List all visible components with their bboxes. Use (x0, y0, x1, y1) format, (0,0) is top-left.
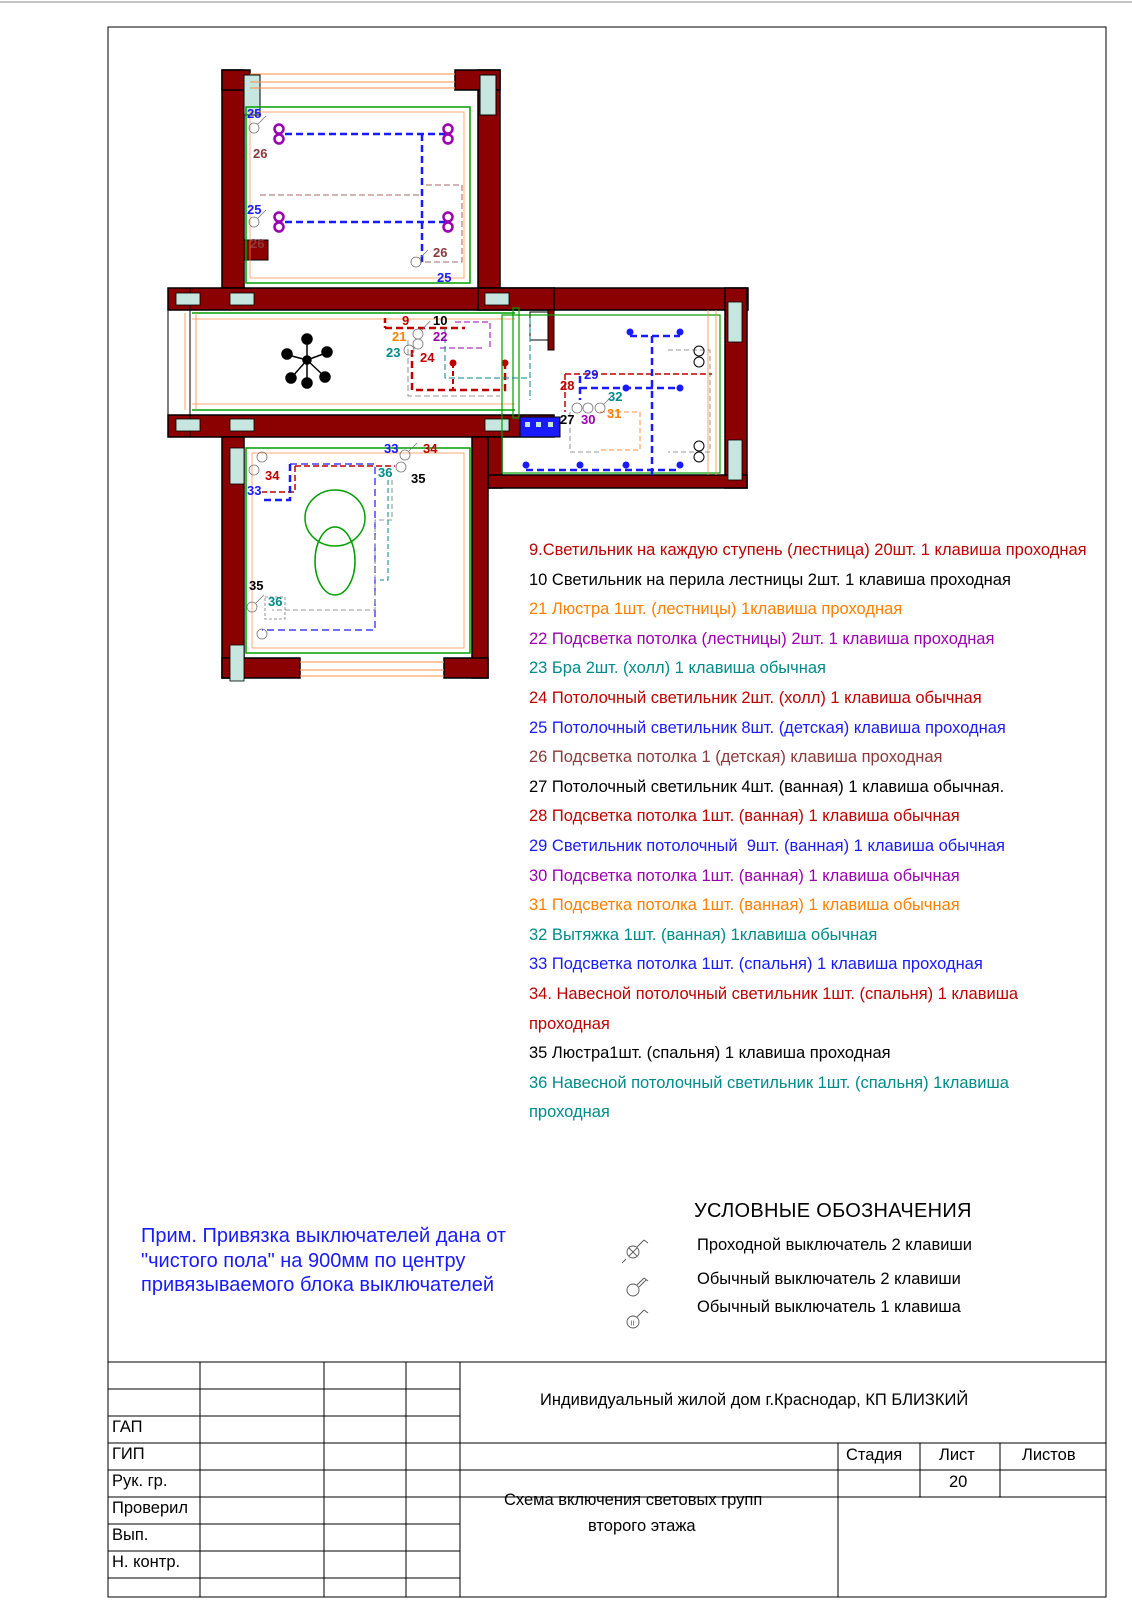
plan-number-label: 25 (437, 270, 452, 285)
role-checked: Проверил (112, 1499, 188, 1517)
plan-number-label: 36 (268, 594, 283, 609)
plan-number-label: 30 (581, 412, 596, 427)
switch-mounting-note: Прим. Привязка выключателей дана от "чистого пола" на 900мм по центру привязываемого блока выключателей (141, 1225, 507, 1296)
legend-item: 32 Вытяжка 1шт. (ванная) 1клавиша обычная (529, 925, 878, 944)
plan-number-label: 25 (247, 106, 262, 121)
role-gip: ГИП (112, 1445, 145, 1463)
plan-number-label: 26 (253, 146, 268, 161)
svg-text:II: II (630, 1320, 635, 1328)
plan-number-label: 34 (265, 468, 280, 483)
drawing-title-line1: Схема включения световых групп (504, 1491, 763, 1509)
plan-number-label: 31 (607, 406, 622, 421)
sheet-number: 20 (949, 1473, 968, 1491)
legend-item: 25 Потолочный светильник 8шт. (детская) клавиша проходная (529, 718, 1006, 737)
legend-item: 35 Люстра1шт. (спальня) 1 клавиша проходная (529, 1044, 891, 1063)
plan-number-label: 35 (249, 578, 264, 593)
project-title: Индивидуальный жилой дом г.Краснодар, КП БЛИЗКИЙ (540, 1391, 969, 1409)
legend-item: 29 Светильник потолочный 9шт. (ванная) 1 клавиша обычная (529, 836, 1005, 855)
stage-header: Стадия (846, 1446, 903, 1464)
plan-number-label: 25 (247, 202, 262, 217)
role-norm-control: Н. контр. (112, 1553, 181, 1571)
plan-number-label: 32 (608, 389, 623, 404)
plan-number-label: 10 (433, 313, 448, 328)
legend-item: 21 Люстра 1шт. (лестницы) 1клавиша проходная (529, 600, 903, 619)
role-group-lead: Рук. гр. (112, 1472, 168, 1490)
legend-item: 34. Навесной потолочный светильник 1шт. (спальня) 1 клавиша проходная (529, 984, 1023, 1033)
plan-number-label: 34 (423, 441, 438, 456)
switch-symbols (622, 1238, 662, 1333)
chandelier-symbol (282, 334, 332, 388)
legend-item: 33 Подсветка потолка 1шт. (спальня) 1 клавиша проходная (529, 955, 983, 974)
plan-number-label: 9 (402, 313, 410, 328)
legend-item: 24 Потолочный светильник 2шт. (холл) 1 клавиша обычная (529, 688, 982, 707)
plan-number-label: 35 (411, 471, 426, 486)
legend-item: 31 Подсветка потолка 1шт. (ванная) 1 клавиша обычная (529, 896, 960, 915)
plan-number-label: 36 (378, 465, 393, 480)
double-switch-icon (627, 1284, 639, 1296)
legend-item: 30 Подсветка потолка 1шт. (ванная) 1 клавиша обычная (529, 866, 960, 885)
plan-number-label: 22 (433, 329, 448, 344)
conventions-item-single-switch: Обычный выключатель 1 клавиша (697, 1298, 961, 1316)
legend-item: 27 Потолочный светильник 4шт. (ванная) 1 клавиша обычная. (529, 777, 1005, 796)
role-gap: ГАП (112, 1418, 143, 1436)
drawing-title-line2: второго этажа (588, 1517, 696, 1535)
conventions-item-pass-switch: Проходной выключатель 2 клавиши (697, 1236, 972, 1254)
legend-item: 23 Бра 2шт. (холл) 1 клавиша обычная (529, 659, 826, 678)
legend-list (529, 536, 1089, 1128)
plan-number-label: 26 (250, 236, 265, 251)
plan-number-label: 26 (433, 245, 448, 260)
legend-item: 22 Подсветка потолка (лестницы) 2шт. 1 клавиша проходная (529, 629, 995, 648)
legend-item: 26 Подсветка потолка 1 (детская) клавиша проходная (529, 748, 943, 767)
plan-number-label: 29 (584, 367, 599, 382)
plan-number-label: 24 (420, 350, 435, 365)
plan-number-label: 27 (560, 412, 575, 427)
legend-item: 36 Навесной потолочный светильник 1шт. (спальня) 1клавиша проходная (529, 1073, 1014, 1122)
sheet-header: Лист (939, 1446, 975, 1464)
hall-room (168, 288, 554, 437)
bathroom-room (488, 288, 748, 488)
plan-number-label: 33 (384, 441, 399, 456)
legend-item: 10 Светильник на перила лестницы 2шт. 1 клавиша проходная (529, 570, 1011, 589)
bedroom-room (222, 437, 488, 681)
legend-item: 9.Светильник на каждую ступень (лестница) 20шт. 1 клавиша проходная (529, 541, 1087, 559)
role-executed: Вып. (112, 1526, 149, 1544)
plan-number-label: 33 (247, 483, 262, 498)
plan-number-label: 21 (392, 329, 407, 344)
plan-number-label: 28 (560, 378, 575, 393)
sheets-header: Листов (1022, 1446, 1076, 1464)
conventions-item-double-switch: Обычный выключатель 2 клавиши (697, 1270, 961, 1288)
legend-item: 28 Подсветка потолка 1шт. (ванная) 1 клавиша обычная (529, 807, 960, 826)
nursery-room (222, 70, 500, 295)
plan-number-label: 23 (386, 345, 401, 360)
conventions-title: УСЛОВНЫЕ ОБОЗНАЧЕНИЯ (694, 1200, 972, 1222)
